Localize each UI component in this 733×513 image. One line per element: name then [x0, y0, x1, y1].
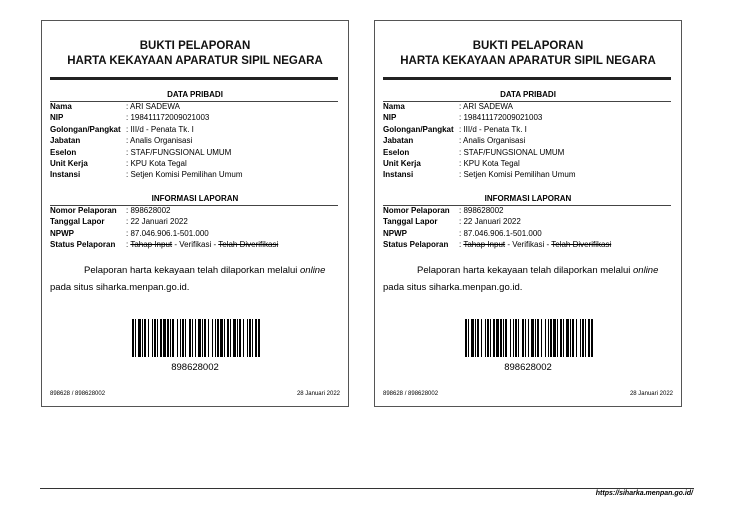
- field-label: Nomor Pelaporan: [50, 206, 117, 215]
- status-prefix: :: [459, 240, 464, 250]
- field-label: Nama: [50, 102, 72, 111]
- field-row-status-pelaporan: [50, 239, 340, 250]
- barcode-bar: [252, 319, 253, 357]
- section-title-informasi-laporan: INFORMASI LAPORAN: [484, 194, 572, 203]
- barcode-bar: [204, 319, 206, 357]
- barcode-bar: [557, 319, 558, 357]
- barcode-bar: [144, 319, 146, 357]
- barcode-number: 898628002: [171, 362, 219, 373]
- statement-line1: [383, 262, 673, 279]
- field-row-eselon: [50, 147, 340, 158]
- title-divider: [50, 77, 338, 80]
- field-row-nip: [50, 112, 340, 123]
- barcode-bar: [487, 319, 489, 357]
- status-value: [459, 239, 611, 250]
- barcode-bar: [522, 319, 524, 357]
- barcode-bar: [172, 319, 174, 357]
- field-row-eselon: [383, 147, 673, 158]
- status-step-telah-diverifikasi: Telah Diverifikasi: [218, 240, 279, 250]
- field-row-instansi: [383, 169, 673, 180]
- barcode-bar: [182, 319, 184, 357]
- field-label: Nomor Pelaporan: [383, 206, 450, 215]
- statement-part1: Pelaporan harta kekayaan telah dilaporkan melalui: [84, 265, 298, 276]
- page-footer-url[interactable]: https://siharka.menpan.go.id/: [595, 490, 693, 497]
- field-label: Unit Kerja: [50, 158, 88, 168]
- statement-line2: pada situs siharka.menpan.go.id.: [383, 282, 523, 293]
- barcode-bar: [208, 319, 209, 357]
- card-title: [42, 39, 348, 69]
- barcode-bar: [481, 319, 482, 357]
- field-value: : Setjen Komisi Pemilihan Umum: [126, 170, 243, 180]
- barcode-bar: [475, 319, 476, 357]
- barcode-bar: [224, 319, 225, 357]
- status-step-verifikasi: Verifikasi: [512, 240, 545, 250]
- barcode-bar: [177, 319, 178, 357]
- barcode-bar: [142, 319, 143, 357]
- barcode-bar: [230, 319, 231, 357]
- barcode-bar: [148, 319, 149, 357]
- barcode-bar: [537, 319, 539, 357]
- barcode-bar: [545, 319, 546, 357]
- status-prefix: :: [126, 240, 131, 250]
- barcode-bar: [582, 319, 584, 357]
- barcode-bar: [217, 319, 219, 357]
- field-value: : III/d - Penata Tk. I: [126, 124, 194, 134]
- barcode-bar: [541, 319, 542, 357]
- barcode-bar: [167, 319, 169, 357]
- field-row-tanggal-lapor: [383, 216, 673, 227]
- field-value: : Analis Organisasi: [126, 136, 193, 146]
- field-row-unit-kerja: [383, 158, 673, 169]
- barcode-bar: [471, 319, 474, 357]
- barcode-bar: [503, 319, 504, 357]
- barcode-bar: [138, 319, 141, 357]
- field-value: : ARI SADEWA: [126, 102, 180, 111]
- card-title-line2: HARTA KEKAYAAN APARATUR SIPIL NEGARA: [67, 55, 323, 67]
- field-value: : 898628002: [459, 206, 504, 215]
- report-card-left: [41, 20, 349, 407]
- field-value: : 87.046.906.1-501.000: [126, 228, 209, 238]
- barcode-bar: [553, 319, 556, 357]
- barcode-bar: [132, 319, 134, 357]
- statement-text: [50, 262, 340, 296]
- card-footer-date: 28 Januari 2022: [296, 391, 340, 397]
- field-label: Instansi: [50, 170, 81, 180]
- section-title-informasi-laporan: INFORMASI LAPORAN: [151, 194, 239, 203]
- statement-online: online: [300, 265, 326, 276]
- barcode-bar: [233, 319, 236, 357]
- barcode-bar: [220, 319, 223, 357]
- statement-text: [383, 262, 673, 296]
- field-row-nama: [50, 101, 340, 112]
- field-row-nama: [383, 101, 673, 112]
- statement-line2: pada situs siharka.menpan.go.id.: [50, 282, 190, 293]
- barcode-bar: [510, 319, 511, 357]
- field-row-jabatan: [50, 135, 340, 146]
- barcode-bar: [157, 319, 158, 357]
- barcode-image: [132, 319, 260, 357]
- field-value: : 22 Januari 2022: [459, 217, 521, 227]
- card-title-line1: BUKTI PELAPORAN: [472, 40, 584, 52]
- statement-part1: Pelaporan harta kekayaan telah dilaporkan melalui: [417, 265, 631, 276]
- barcode-bar: [185, 319, 186, 357]
- barcode-bar: [249, 319, 251, 357]
- barcode-bar: [154, 319, 156, 357]
- field-label: Nama: [383, 102, 405, 111]
- field-row-instansi: [50, 169, 340, 180]
- field-label: Tanggal Lapor: [50, 217, 105, 227]
- field-row-jabatan: [383, 135, 673, 146]
- barcode-bar: [189, 319, 191, 357]
- barcode-bar: [477, 319, 479, 357]
- field-label: Eselon: [383, 147, 410, 157]
- field-label: Status Pelaporan: [383, 240, 449, 250]
- field-value: : 22 Januari 2022: [126, 217, 188, 227]
- field-label: Status Pelaporan: [50, 240, 116, 250]
- barcode-bar: [465, 319, 467, 357]
- barcode-bar: [163, 319, 166, 357]
- barcode-bar: [591, 319, 593, 357]
- field-value: : 198411172009021003: [126, 113, 210, 123]
- barcode-image: [465, 319, 593, 357]
- field-label: Golongan/Pangkat: [383, 124, 454, 134]
- statement-line1: [50, 262, 340, 279]
- barcode-bar: [202, 319, 203, 357]
- field-label: Tanggal Lapor: [383, 217, 438, 227]
- barcode-bar: [513, 319, 514, 357]
- informasi-laporan-rows: [383, 205, 673, 251]
- barcode-bar: [258, 319, 260, 357]
- card-footer-reference: 898628 / 898628002: [50, 391, 106, 397]
- field-label: Golongan/Pangkat: [50, 124, 121, 134]
- status-step-verifikasi: Verifikasi: [179, 240, 212, 250]
- barcode-bar: [237, 319, 238, 357]
- field-row-nomor-pelaporan: [383, 205, 673, 216]
- report-card-right: [374, 20, 682, 407]
- barcode-bar: [528, 319, 529, 357]
- field-label: Jabatan: [50, 136, 81, 146]
- status-step-telah-diverifikasi: Telah Diverifikasi: [551, 240, 612, 250]
- field-value: : Setjen Komisi Pemilihan Umum: [459, 170, 576, 180]
- field-label: Unit Kerja: [383, 158, 421, 168]
- barcode-bar: [490, 319, 491, 357]
- field-value: : ARI SADEWA: [459, 102, 513, 111]
- barcode-bar: [518, 319, 519, 357]
- barcode-bar: [195, 319, 196, 357]
- barcode-bar: [247, 319, 248, 357]
- barcode-bar: [500, 319, 502, 357]
- card-footer-reference: 898628 / 898628002: [383, 391, 439, 397]
- field-value: : III/d - Penata Tk. I: [459, 124, 527, 134]
- field-label: NIP: [50, 113, 64, 123]
- barcode-bar: [570, 319, 571, 357]
- barcode-bar: [566, 319, 569, 357]
- data-pribadi-rows: [50, 101, 340, 181]
- barcode-bar: [535, 319, 536, 357]
- barcode-bar: [563, 319, 564, 357]
- barcode-bar: [496, 319, 499, 357]
- field-value: : 87.046.906.1-501.000: [459, 228, 542, 238]
- field-value: : KPU Kota Tegal: [459, 158, 520, 168]
- barcode-bar: [468, 319, 469, 357]
- field-row-npwp: [50, 228, 340, 239]
- status-value: [126, 239, 278, 250]
- field-value: : Analis Organisasi: [459, 136, 526, 146]
- field-row-golongan: [383, 124, 673, 135]
- field-row-golongan: [50, 124, 340, 135]
- section-title-data-pribadi: DATA PRIBADI: [167, 90, 223, 99]
- barcode-bar: [180, 319, 181, 357]
- barcode-bar: [493, 319, 495, 357]
- status-separator: -: [211, 240, 219, 250]
- status-separator: -: [172, 240, 180, 250]
- card-title-line1: BUKTI PELAPORAN: [139, 40, 251, 52]
- field-label: Jabatan: [383, 136, 414, 146]
- card-title-line2: HARTA KEKAYAAN APARATUR SIPIL NEGARA: [400, 55, 656, 67]
- status-step-tahap-input: Tahap Input: [130, 240, 173, 250]
- barcode-bar: [135, 319, 136, 357]
- barcode-bar: [239, 319, 241, 357]
- barcode-bar: [243, 319, 244, 357]
- barcode-bar: [212, 319, 213, 357]
- statement-online: online: [633, 265, 659, 276]
- data-pribadi-rows: [383, 101, 673, 181]
- barcode-bar: [548, 319, 549, 357]
- barcode-bar: [160, 319, 162, 357]
- field-label: Instansi: [383, 170, 414, 180]
- field-row-npwp: [383, 228, 673, 239]
- field-value: : STAF/FUNGSIONAL UMUM: [126, 147, 232, 157]
- page-footer-divider: [40, 488, 694, 489]
- field-value: : 198411172009021003: [459, 113, 543, 123]
- barcode-bar: [505, 319, 507, 357]
- barcode-bar: [580, 319, 581, 357]
- field-value: : 898628002: [126, 206, 171, 215]
- barcode-bar: [572, 319, 574, 357]
- barcode-bar: [550, 319, 552, 357]
- section-title-data-pribadi: DATA PRIBADI: [500, 90, 556, 99]
- field-row-status-pelaporan: [383, 239, 673, 250]
- barcode-bar: [255, 319, 257, 357]
- status-step-tahap-input: Tahap Input: [463, 240, 506, 250]
- barcode-bar: [515, 319, 517, 357]
- barcode-bar: [198, 319, 201, 357]
- status-separator: -: [505, 240, 513, 250]
- field-label: Eselon: [50, 147, 77, 157]
- barcode-bar: [215, 319, 216, 357]
- barcode-bar: [227, 319, 229, 357]
- barcode-bar: [576, 319, 577, 357]
- barcode-bar: [485, 319, 486, 357]
- barcode-bar: [170, 319, 171, 357]
- card-title: [375, 39, 681, 69]
- barcode-bar: [525, 319, 526, 357]
- field-value: : STAF/FUNGSIONAL UMUM: [459, 147, 565, 157]
- title-divider: [383, 77, 671, 80]
- field-row-nip: [383, 112, 673, 123]
- field-value: : KPU Kota Tegal: [126, 158, 187, 168]
- barcode-bar: [192, 319, 193, 357]
- field-row-unit-kerja: [50, 158, 340, 169]
- barcode-bar: [588, 319, 590, 357]
- field-label: NPWP: [383, 228, 407, 238]
- barcode-bar: [531, 319, 534, 357]
- field-row-tanggal-lapor: [50, 216, 340, 227]
- barcode-bar: [585, 319, 586, 357]
- field-row-nomor-pelaporan: [50, 205, 340, 216]
- barcode-number: 898628002: [504, 362, 552, 373]
- informasi-laporan-rows: [50, 205, 340, 251]
- field-label: NIP: [383, 113, 397, 123]
- card-footer-date: 28 Januari 2022: [629, 391, 673, 397]
- barcode-bar: [152, 319, 153, 357]
- field-label: NPWP: [50, 228, 74, 238]
- barcode-bar: [560, 319, 562, 357]
- status-separator: -: [544, 240, 552, 250]
